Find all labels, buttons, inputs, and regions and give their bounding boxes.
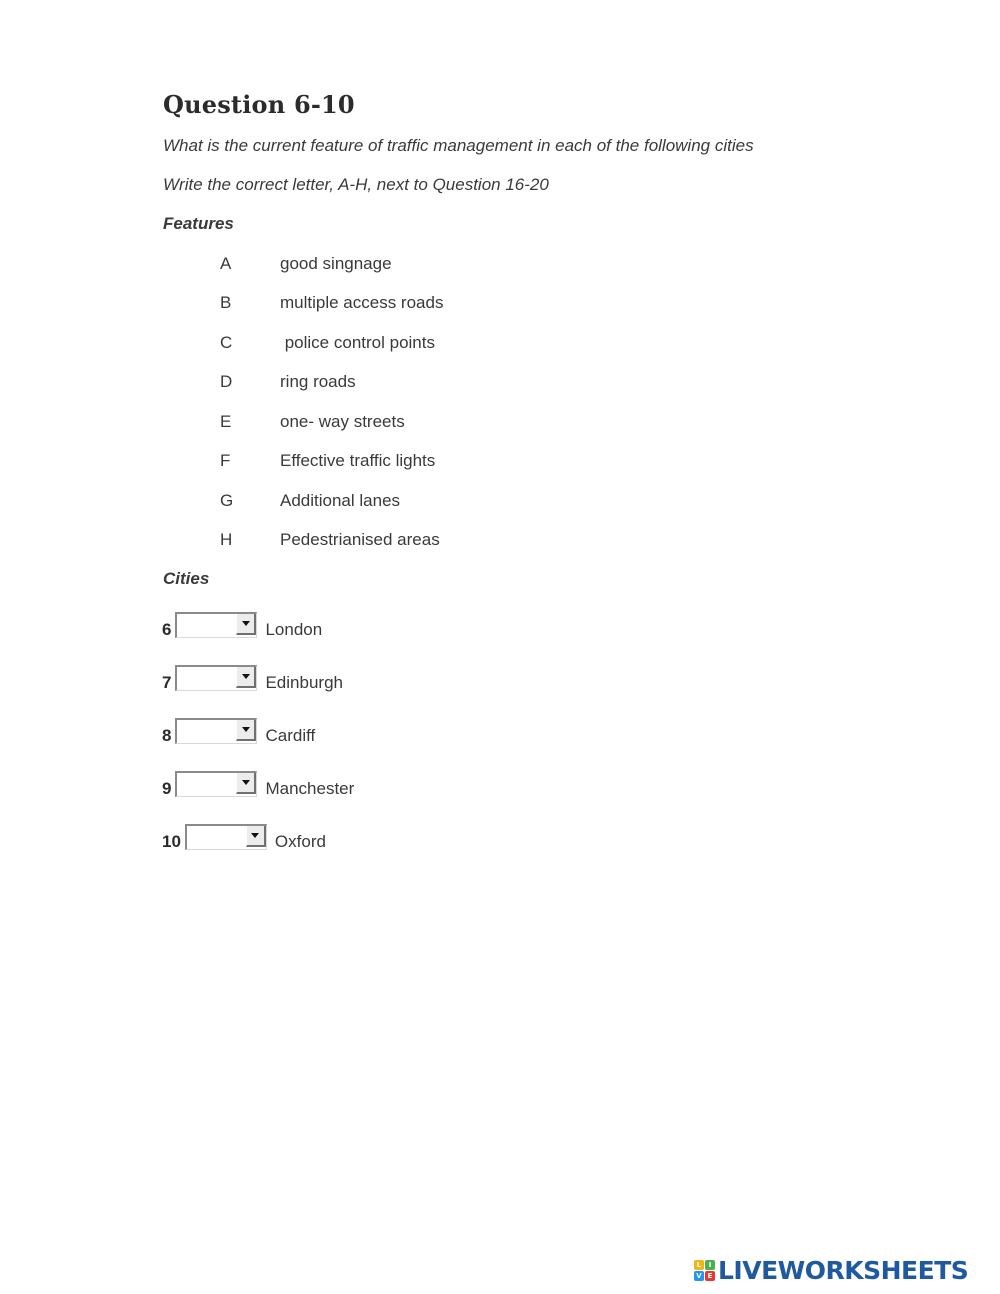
feature-text: Pedestrianised areas: [280, 530, 440, 549]
answer-dropdown[interactable]: [175, 665, 257, 691]
feature-text: multiple access roads: [280, 293, 444, 312]
feature-letter: G: [220, 491, 234, 510]
feature-letter: C: [220, 333, 233, 352]
feature-text: Effective traffic lights: [280, 451, 436, 470]
dropdown-arrow-icon[interactable]: [236, 720, 256, 741]
feature-letter: F: [220, 451, 231, 470]
feature-letter: E: [220, 412, 232, 431]
logo-text: LIVEWORKSHEETS: [718, 1255, 969, 1285]
feature-letter: A: [220, 254, 232, 273]
question-number: 6: [162, 620, 172, 639]
feature-text: police control points: [280, 333, 435, 352]
city-name: Cardiff: [265, 726, 316, 745]
logo-cell-v: V: [694, 1271, 704, 1281]
city-name: Oxford: [274, 832, 326, 851]
city-name: Manchester: [265, 779, 355, 798]
answer-dropdown[interactable]: [175, 771, 257, 797]
city-name: London: [265, 620, 323, 639]
dropdown-arrow-icon[interactable]: [236, 667, 256, 688]
question-number: 8: [162, 726, 172, 745]
logo-cell-e: E: [705, 1271, 715, 1281]
feature-text: ring roads: [280, 372, 356, 391]
dropdown-arrow-icon[interactable]: [236, 773, 256, 794]
features-heading: Features: [163, 214, 234, 233]
logo-cell-l: L: [694, 1260, 704, 1270]
feature-letter: B: [220, 293, 232, 312]
page-title: Question 6-10: [163, 90, 355, 119]
city-question-row: [162, 822, 326, 852]
question-number: 9: [162, 779, 172, 798]
feature-text: good singnage: [280, 254, 392, 273]
city-question-row: [162, 769, 354, 799]
liveworksheets-logo: [694, 1255, 968, 1285]
city-question-row: [162, 610, 322, 640]
feature-text: Additional lanes: [280, 491, 401, 510]
instruction-text: Write the correct letter, A-H, next to Question 16-20: [163, 175, 549, 194]
dropdown-arrow-icon[interactable]: [246, 826, 266, 847]
logo-cell-i: I: [705, 1260, 715, 1270]
instruction-text: What is the current feature of traffic management in each of the following cities: [163, 136, 754, 155]
dropdown-arrow-icon[interactable]: [236, 614, 256, 635]
city-question-row: [162, 663, 343, 693]
liveworksheets-logo-icon: [694, 1260, 715, 1281]
city-question-row: [162, 716, 315, 746]
feature-text: one- way streets: [280, 412, 405, 431]
feature-letter: D: [220, 372, 233, 391]
city-name: Edinburgh: [265, 673, 343, 692]
answer-dropdown[interactable]: [175, 718, 257, 744]
answer-dropdown[interactable]: [175, 612, 257, 638]
question-number: 7: [162, 673, 172, 692]
question-number: 10: [162, 832, 181, 851]
cities-heading: Cities: [163, 569, 210, 588]
answer-dropdown[interactable]: [185, 824, 267, 850]
feature-letter: H: [220, 530, 233, 549]
